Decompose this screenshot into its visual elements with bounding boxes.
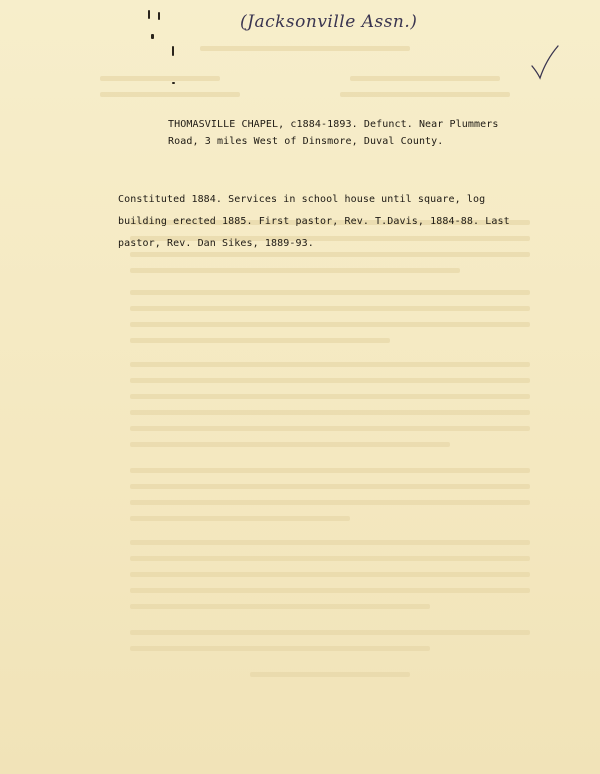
church-history-paragraph [118, 189, 558, 255]
body-line-3: pastor, Rev. Dan Sikes, 1889-93. [118, 238, 314, 249]
staple-mark-4 [172, 46, 174, 56]
entry-line-2: Road, 3 miles West of Dinsmore, Duval County. [168, 136, 444, 147]
staple-mark-5 [172, 82, 175, 84]
checkmark-icon [530, 44, 560, 80]
handwritten-note: (Jacksonville Assn.) [240, 12, 418, 32]
staple-mark-2 [158, 12, 160, 20]
entry-line-1: THOMASVILLE CHAPEL, c1884-1893. Defunct. Near Plummers [168, 119, 499, 130]
body-line-1: Constituted 1884. Services in school house until square, log [118, 194, 486, 205]
church-entry-heading [168, 116, 548, 150]
staple-mark-3 [151, 34, 154, 39]
body-line-2: building erected 1885. First pastor, Rev. T.Davis, 1884-88. Last [118, 216, 510, 227]
staple-mark-1 [148, 10, 150, 19]
